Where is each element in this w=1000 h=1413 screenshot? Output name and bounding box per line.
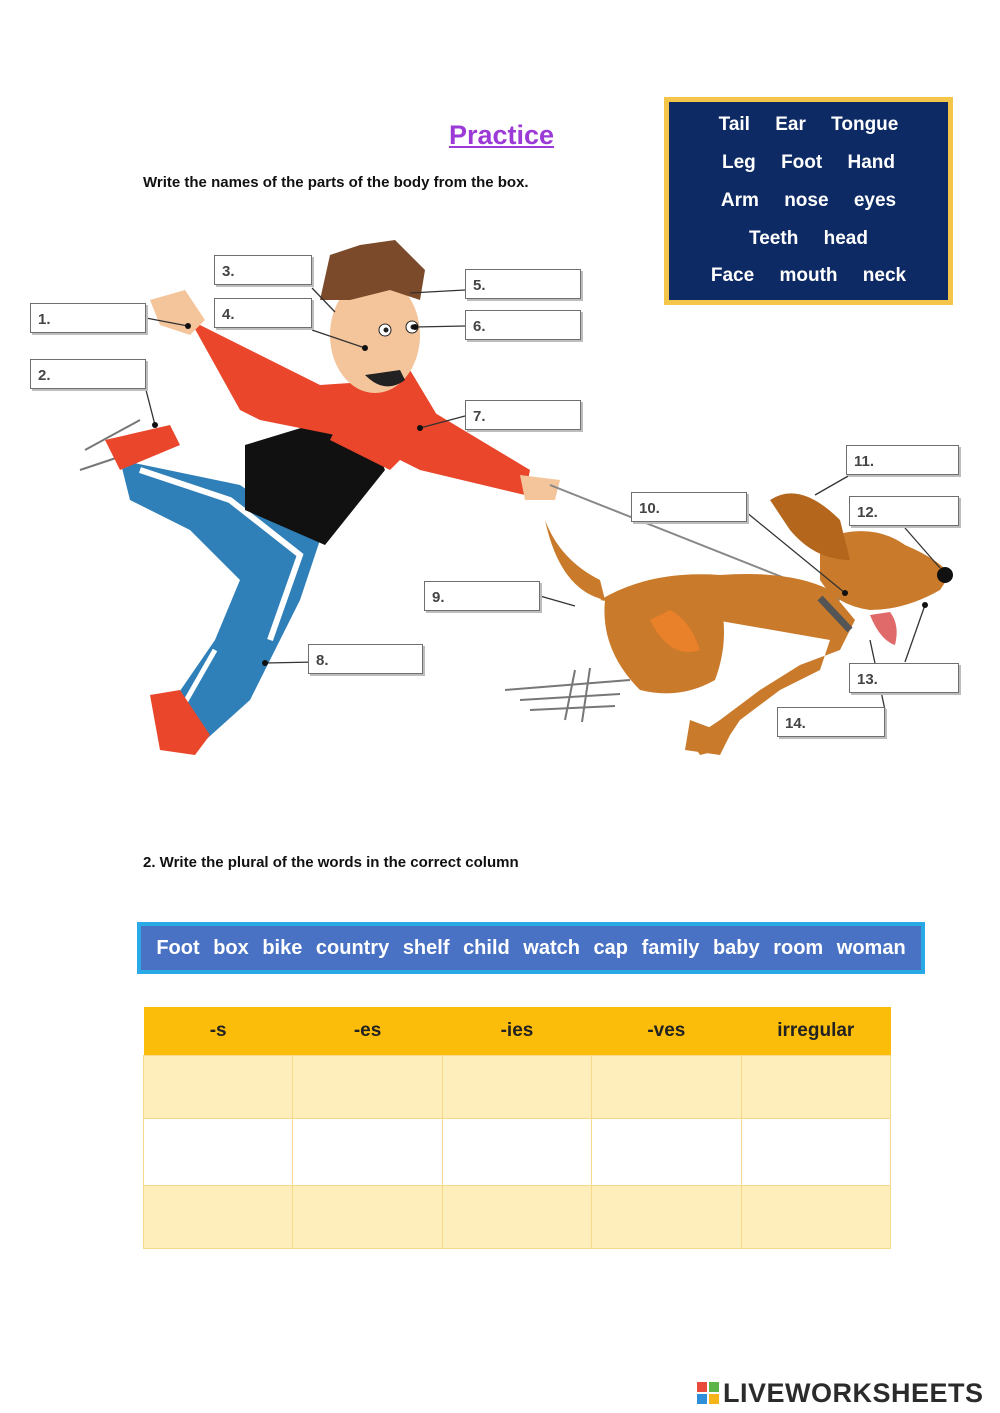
answer-box-5[interactable]: 5. <box>465 269 581 299</box>
answer-cell[interactable] <box>442 1186 591 1249</box>
answer-cell[interactable] <box>592 1186 741 1249</box>
liveworksheets-logo <box>697 1375 984 1411</box>
word-box-word: Foot <box>781 152 823 173</box>
dog-ear-icon <box>770 493 850 560</box>
word-box-word: Ear <box>775 114 806 135</box>
answer-box-3[interactable]: 3. <box>214 255 312 285</box>
answer-cell[interactable] <box>144 1119 293 1186</box>
plural-word: country <box>315 937 390 959</box>
logo-icon <box>697 1382 719 1404</box>
answer-cell[interactable] <box>293 1056 442 1119</box>
answer-box-14[interactable]: 14. <box>777 707 885 737</box>
answer-cell[interactable] <box>741 1056 890 1119</box>
word-box-word: mouth <box>779 265 838 286</box>
page-title: Practice <box>449 120 555 150</box>
word-box-word: head <box>823 228 868 249</box>
plural-word: box <box>213 937 249 959</box>
word-box-row <box>669 152 948 174</box>
plural-word-box <box>137 922 925 974</box>
word-box-word: Leg <box>722 152 756 173</box>
answer-box-6[interactable]: 6. <box>465 310 581 340</box>
word-box-word: Arm <box>720 190 759 211</box>
answer-cell[interactable] <box>741 1119 890 1186</box>
answer-box-13[interactable]: 13. <box>849 663 959 693</box>
answer-cell[interactable] <box>741 1186 890 1249</box>
answer-box-11[interactable]: 11. <box>846 445 959 475</box>
answer-box-9[interactable]: 9. <box>424 581 540 611</box>
plural-word: cap <box>593 937 629 959</box>
plural-table <box>143 1007 891 1249</box>
shoe-icon <box>105 425 180 470</box>
answer-box-2[interactable]: 2. <box>30 359 146 389</box>
answer-box-1[interactable]: 1. <box>30 303 146 333</box>
word-box-row <box>669 190 948 212</box>
answer-cell[interactable] <box>293 1119 442 1186</box>
plural-word: watch <box>523 937 580 959</box>
table-row <box>144 1186 891 1249</box>
column-header: -ves <box>592 1007 741 1056</box>
answer-cell[interactable] <box>144 1056 293 1119</box>
plural-word: family <box>641 937 700 959</box>
word-box-word: Tongue <box>831 114 899 135</box>
plural-word: room <box>773 937 824 959</box>
plural-word: Foot <box>156 937 200 959</box>
instruction-body-parts: Write the names of the parts of the body from the box. <box>143 174 529 191</box>
plural-word: baby <box>712 937 760 959</box>
column-header: -es <box>293 1007 442 1056</box>
column-header: -ies <box>442 1007 591 1056</box>
answer-cell[interactable] <box>442 1119 591 1186</box>
answer-cell[interactable] <box>144 1186 293 1249</box>
hair-icon <box>320 240 425 300</box>
answer-box-12[interactable]: 12. <box>849 496 959 526</box>
answer-box-10[interactable]: 10. <box>631 492 747 522</box>
word-box-row <box>669 114 948 136</box>
column-header: irregular <box>741 1007 890 1056</box>
plural-word: child <box>463 937 510 959</box>
instruction-plural: 2. Write the plural of the words in the correct column <box>143 854 519 871</box>
word-box-word: Face <box>710 265 755 286</box>
plural-word: bike <box>262 937 303 959</box>
answer-cell[interactable] <box>442 1056 591 1119</box>
answer-box-7[interactable]: 7. <box>465 400 581 430</box>
table-row <box>144 1119 891 1186</box>
word-box-word: Teeth <box>749 228 799 249</box>
table-row <box>144 1056 891 1119</box>
answer-cell[interactable] <box>293 1186 442 1249</box>
plural-word: shelf <box>402 937 450 959</box>
answer-cell[interactable] <box>592 1056 741 1119</box>
answer-box-8[interactable]: 8. <box>308 644 423 674</box>
answer-box-4[interactable]: 4. <box>214 298 312 328</box>
dog-tail-icon <box>545 520 605 600</box>
dog-tongue-icon <box>870 612 897 645</box>
word-box-word: Hand <box>847 152 895 173</box>
word-box-word: Tail <box>718 114 750 135</box>
answer-cell[interactable] <box>592 1119 741 1186</box>
hand-icon <box>150 290 205 335</box>
word-box-word: nose <box>784 190 829 211</box>
plural-word: woman <box>836 937 906 959</box>
dog-nose-icon <box>937 567 953 583</box>
logo-text: LIVEWORKSHEETS <box>723 1377 984 1408</box>
column-header: -s <box>144 1007 293 1056</box>
word-box-word: eyes <box>853 190 897 211</box>
word-box-word: neck <box>862 265 907 286</box>
